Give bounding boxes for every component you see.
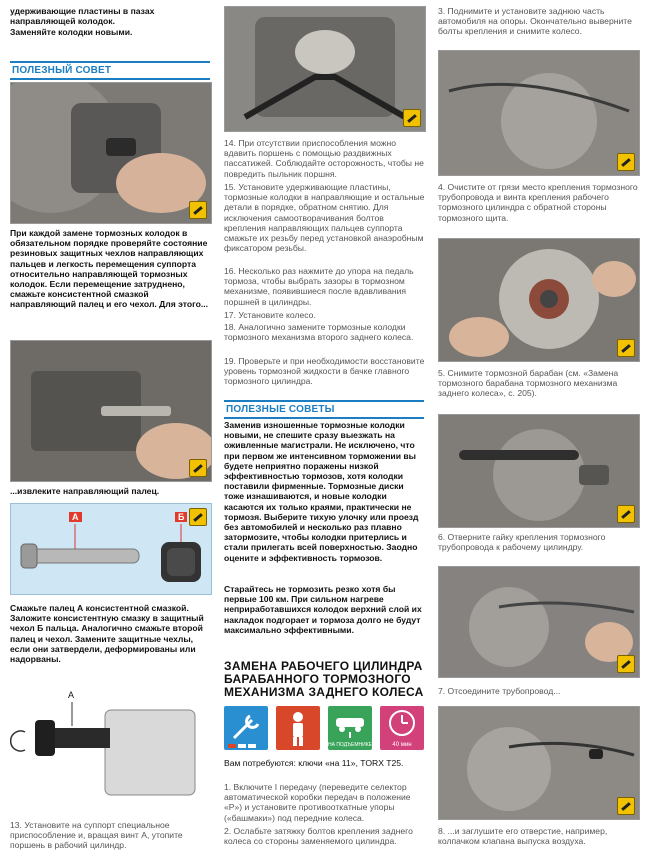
wrench-icon [224, 706, 268, 750]
left-top-text: удерживающие пластины в пазах направляющей колодок. [10, 6, 155, 27]
step-2: 2. Ослабьте затяжку болтов крепления заднего колеса со стороны заменяемого цилиндра. [224, 826, 413, 847]
step-18: 18. Аналогично замените тормозные колодки тормозного механизма второго заднего колеса. [224, 322, 414, 343]
step-15: 15. Установите удерживающие пластины, тормозные колодки в направляющие и остальные детали в порядке, обратном снятию. Для исключения самоотворачивания болтов крепления направляющих пальцев суппорта смажьте их резьбу перед установкой анаэробным фиксатором резьбы. [224, 182, 425, 254]
step-13: 13. Установите на суппорт специальное приспособление и, вращая винт А, утопите поршень в рабочий цилиндр. [10, 820, 183, 851]
tips-heading: ПОЛЕЗНЫЕ СОВЕТЫ [224, 400, 424, 419]
step-8: 8. ...и заглушите его отверстие, например, колпачком клапана выпуска воздуха. [438, 826, 608, 847]
tool-badge-icon [617, 655, 635, 673]
step-5: 5. Снимите тормозной барабан (см. «Замена тормозного барабана тормозного механизма заднего колеса», с. 205). [438, 368, 619, 399]
arrow-label-a: А [68, 690, 75, 700]
disconnect-line-illustration [439, 567, 639, 677]
pliers-piston-illustration [225, 7, 425, 131]
photo-caliper-boot [10, 82, 212, 224]
step-14: 14. При отсутствии приспособления можно вдавить поршень с помощью раздвижных пассатижей. Соблюдайте осторожность, чтобы не повредить пыльник поршня. [224, 138, 424, 179]
tool-badge-icon [189, 508, 207, 526]
tool-badge-icon [617, 505, 635, 523]
step-16: 16. Несколько раз нажмите до упора на педаль тормоза, чтобы выбрать зазоры в тормозном механизме, появившиеся после вдавливания поршней в цилиндры. [224, 266, 414, 307]
photo-extract-pin [10, 340, 212, 482]
step-19: 19. Проверьте и при необходимости восстановите уровень тормозной жидкости в бачке главного тормозного цилиндра. [224, 356, 425, 387]
step-17: 17. Установите колесо. [224, 310, 316, 320]
section-title-line-1: ЗАМЕНА РАБОЧЕГО ЦИЛИНДРА [224, 659, 423, 673]
tip-text: При каждой замене тормозных колодок в обязательном порядке проверяйте состояние резиновых защитных чехлов направляющих пальцев и легкость перемещения суппорта относительно направляющей тормозных колодок. Если перемещение затруднено, смажьте консистентной смазкой направляющий палец и его чехол. Для этого... [10, 228, 209, 310]
tool-badge-icon [617, 153, 635, 171]
step-1: 1. Включите I передачу (переведите селектор автоматической коробки передач в положение «P») и установите противооткатные упоры («башмаки») под передние колеса. [224, 782, 411, 823]
tool-badge-icon [617, 339, 635, 357]
grease-text: Смажьте палец А консистентной смазкой. Заложите консистентную смазку в защитный чехол Б пальца. Аналогично смажьте второй палец и чехол. Замените защитные чехлы, если они затвердели, деформированы или надорваны. [10, 603, 204, 665]
step-3: 3. Поднимите и установите заднюю часть автомобиля на опоры. Окончательно выверните болты крепления и снимите колесо. [438, 6, 632, 37]
section-title-line-2: БАРАБАННОГО ТОРМОЗНОГО [224, 672, 411, 686]
brake-drum-illustration [439, 239, 639, 361]
tool-badge-icon [403, 109, 421, 127]
label-a: А [69, 512, 82, 522]
tool-badge-icon [189, 201, 207, 219]
caliper-boot-illustration [11, 83, 211, 223]
tool-badge-icon [617, 797, 635, 815]
icon-lift-label: НА ПОДЪЕМНИКЕ [328, 742, 373, 748]
photo-brake-drum [438, 238, 640, 362]
section-title-line-3: МЕХАНИЗМА ЗАДНЕГО КОЛЕСА [224, 685, 424, 699]
photo-pin-and-boot [10, 503, 212, 595]
extract-pin-illustration [11, 341, 211, 481]
section-title [224, 660, 426, 699]
icon-time-label: 40 мин [392, 742, 412, 748]
person-icon [276, 706, 320, 750]
tools-needed: Вам потребуются: ключи «на 11», TORX T25. [224, 758, 404, 768]
tips-text-2: Старайтесь не тормозить резко хотя бы первые 100 км. При сильном нагреве неприработавшихся колодок верхний слой их накладок подгорает и тормоза долго не будут максимально эффективными. [224, 584, 422, 635]
step-6: 6. Отверните гайку крепления тормозного трубопровода к рабочему цилиндру. [438, 532, 606, 553]
caliper-tool-drawing [10, 690, 212, 810]
photo-brake-line-rear [438, 50, 640, 176]
label-b: Б [175, 512, 187, 522]
tool-badge-icon [189, 459, 207, 477]
caliper-tool-illustration [10, 690, 212, 810]
caption-extract: ...извлеките направляющий палец. [10, 486, 160, 496]
photo-plug-line [438, 706, 640, 820]
car-lift-icon [328, 706, 372, 750]
cylinder-nut-illustration [439, 415, 639, 527]
photo-cylinder-nut [438, 414, 640, 528]
photo-disconnect-line [438, 566, 640, 678]
brake-line-rear-illustration [439, 51, 639, 175]
plug-line-illustration [439, 707, 639, 819]
tip-heading: ПОЛЕЗНЫЙ СОВЕТ [10, 61, 210, 80]
left-top-text-2: Заменяйте колодки новыми. [10, 27, 133, 37]
step-7: 7. Отсоедините трубопровод... [438, 686, 561, 696]
requirement-icons [224, 706, 426, 752]
clock-icon [380, 706, 424, 750]
step-4: 4. Очистите от грязи место крепления тормозного трубопровода и винта крепления рабочего тормозного цилиндра с обратной стороны тормозного щита. [438, 182, 638, 223]
tips-text-1: Заменив изношенные тормозные колодки новыми, не спешите сразу выезжать на оживленные магистрали. Не исключено, что при первом же интенсивном торможении вы будете неприятно поражены низкой эффективностью тормозов, хотя колодки поставили фирменные. Тормозные диски тоже изнашиваются, и новые колодки касаются их только краями, практически не тормозя. Выберите тихую улочку или проезд без автомобилей и несколько раз плавно затормозите, чтобы колодки притерлись и стали прилегать всей поверхностью. Заодно оцените и эффективность тормозов. [224, 420, 419, 563]
photo-pliers-piston [224, 6, 426, 132]
